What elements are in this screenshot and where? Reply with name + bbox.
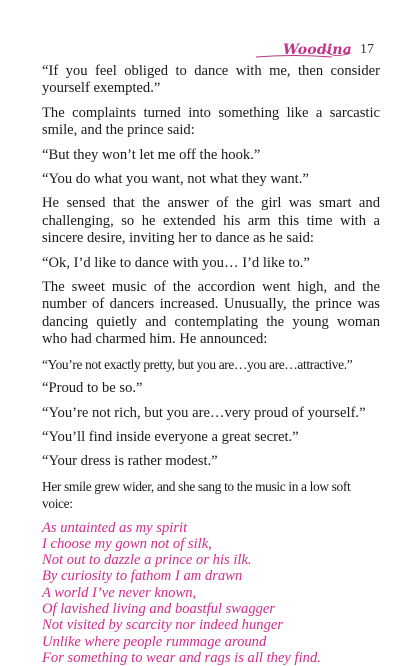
paragraph: “Ok, I’d like to dance with you… I’d like to.” xyxy=(42,254,310,271)
poem-line: For something to wear and rags is all they find. xyxy=(42,649,321,666)
paragraph: Her smile grew wider, and she sang to the music in a low soft voice: xyxy=(42,478,351,512)
paragraph: “You’re not exactly pretty, but you are…you are…attractive.” xyxy=(42,356,353,372)
page-number: 17 xyxy=(360,42,374,57)
paragraph: “You’ll find inside everyone a great secret.” xyxy=(42,428,299,445)
poem-line: Unlike where people rummage around xyxy=(42,633,267,650)
paragraph: “Proud to be so.” xyxy=(42,380,143,397)
poem-line: I choose my gown not of silk, xyxy=(42,535,212,552)
paragraph: “But they won’t let me off the hook.” xyxy=(42,146,261,163)
paragraph: “Your dress is rather modest.” xyxy=(42,453,218,470)
paragraph: “If you feel obliged to dance with me, then consider yourself exempted.” xyxy=(42,63,380,97)
poem-line: Of lavished living and boastful swagger xyxy=(42,601,276,618)
paragraph: “You’re not rich, but you are…very proud of yourself.” xyxy=(42,404,366,421)
page-body xyxy=(42,63,380,666)
poem-line: By curiosity to fathom I am drawn xyxy=(42,568,243,585)
paragraph: The complaints turned into something like a sarcastic smile, and the prince said: xyxy=(42,104,380,139)
poem xyxy=(42,520,380,666)
book-title: Woodina xyxy=(282,42,352,58)
poem-line: As untainted as my spirit xyxy=(42,519,188,536)
poem-line: Not out to dazzle a prince or his ilk. xyxy=(42,552,252,569)
poem-line: A world I’ve never known, xyxy=(42,584,197,601)
paragraph: The sweet music of the accordion went high, and the number of dancers increased. Unusually, the prince was dancing quietly and contemplating the young woman who had charmed him. He announced: xyxy=(42,279,380,348)
poem-line: Not visited by scarcity nor indeed hunger xyxy=(42,617,284,634)
paragraph: He sensed that the answer of the girl was smart and challenging, so he extended his arm this time with a sincere desire, inviting her to dance as he said: xyxy=(42,195,380,247)
running-header xyxy=(283,36,374,58)
paragraph: “You do what you want, not what they want.” xyxy=(42,171,309,188)
